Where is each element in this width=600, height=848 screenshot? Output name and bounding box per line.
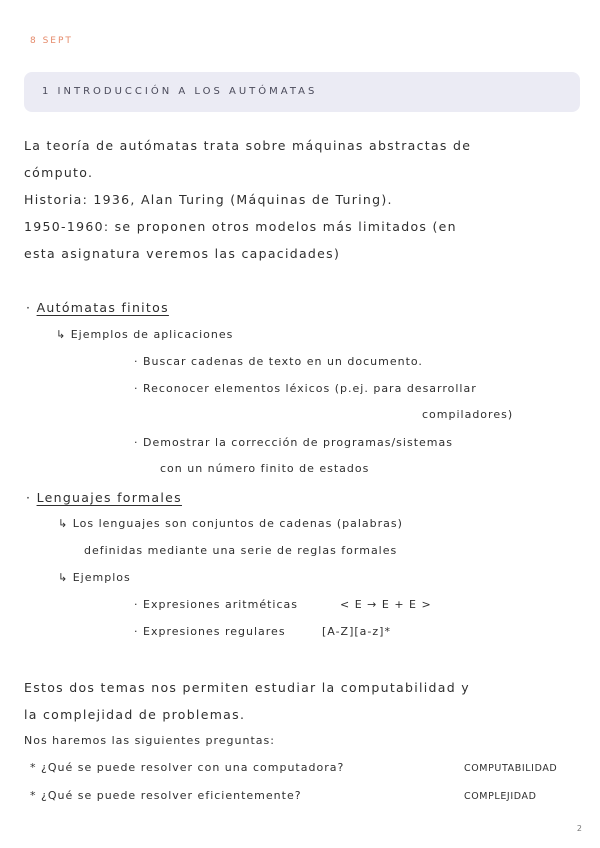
- question-1-text: ¿Qué se puede resolver con una computadora?: [41, 761, 345, 774]
- lenguajes-ejemplo-1-text: Expresiones aritméticas: [143, 598, 298, 611]
- lenguajes-heading-text: Lenguajes formales: [36, 490, 182, 505]
- dot-bullet-icon: ·: [134, 625, 139, 638]
- page-date: 8 SEPT: [30, 36, 73, 46]
- page-number: 2: [576, 824, 582, 833]
- closing-line-1: Estos dos temas nos permiten estudiar la computabilidad y: [24, 680, 470, 695]
- automatas-heading: [26, 300, 169, 315]
- automatas-bullet-1: [134, 355, 423, 368]
- section-title: 1 INTRODUCCIÓN A LOS AUTÓMATAS: [42, 86, 318, 97]
- automatas-ejemplos-text: Ejemplos de aplicaciones: [70, 328, 234, 341]
- section-banner: [24, 72, 580, 112]
- dot-bullet-icon: ·: [134, 436, 139, 449]
- question-2: [30, 789, 302, 802]
- intro-line-5: esta asignatura veremos las capacidades): [24, 246, 341, 261]
- question-2-tag: COMPLEJIDAD: [464, 791, 537, 802]
- lenguajes-heading: [26, 490, 182, 505]
- dot-bullet-icon: ·: [134, 598, 139, 611]
- asterisk-icon: *: [30, 761, 37, 774]
- automatas-ejemplos: [56, 328, 233, 341]
- lenguajes-ejemplos-text: Ejemplos: [72, 571, 131, 584]
- question-1: [30, 761, 344, 774]
- lenguajes-ejemplo-2-formula: [A-Z][a-z]*: [322, 625, 391, 638]
- hook-arrow-icon: ↳: [58, 571, 69, 584]
- lenguajes-ejemplo-2-text: Expresiones regulares: [143, 625, 286, 638]
- intro-line-1: La teoría de autómatas trata sobre máquinas abstractas de: [24, 138, 472, 153]
- automatas-bullet-3-cont: con un número finito de estados: [160, 462, 370, 475]
- hook-arrow-icon: ↳: [58, 517, 69, 530]
- lenguajes-ejemplo-1: [134, 598, 298, 611]
- intro-line-2: cómputo.: [24, 165, 94, 180]
- closing-line-3: Nos haremos las siguientes preguntas:: [24, 734, 275, 747]
- bullet-marker: ·: [26, 300, 32, 315]
- intro-line-3: Historia: 1936, Alan Turing (Máquinas de Turing).: [24, 192, 393, 207]
- bullet-marker: ·: [26, 490, 32, 505]
- question-1-tag: COMPUTABILIDAD: [464, 763, 558, 774]
- automatas-bullet-3: [134, 436, 453, 449]
- dot-bullet-icon: ·: [134, 355, 139, 368]
- lenguajes-def-1: [58, 517, 403, 530]
- intro-line-4: 1950-1960: se proponen otros modelos más limitados (en: [24, 219, 457, 234]
- closing-line-2: la complejidad de problemas.: [24, 707, 246, 722]
- automatas-bullet-2-text: Reconocer elementos léxicos (p.ej. para desarrollar: [143, 382, 477, 395]
- lenguajes-ejemplo-1-formula: < E → E + E >: [340, 598, 432, 611]
- lenguajes-ejemplo-2: [134, 625, 286, 638]
- automatas-bullet-3-text: Demostrar la corrección de programas/sistemas: [143, 436, 453, 449]
- dot-bullet-icon: ·: [134, 382, 139, 395]
- asterisk-icon: *: [30, 789, 37, 802]
- automatas-bullet-2-cont: compiladores): [422, 408, 514, 421]
- automatas-bullet-2: [134, 382, 477, 395]
- hook-arrow-icon: ↳: [56, 328, 67, 341]
- question-2-text: ¿Qué se puede resolver eficientemente?: [41, 789, 302, 802]
- lenguajes-def-1-text: Los lenguajes son conjuntos de cadenas (palabras): [72, 517, 403, 530]
- automatas-heading-text: Autómatas finitos: [36, 300, 169, 315]
- lenguajes-ejemplos: [58, 571, 131, 584]
- automatas-bullet-1-text: Buscar cadenas de texto en un documento.: [143, 355, 423, 368]
- lenguajes-def-2: definidas mediante una serie de reglas formales: [84, 544, 398, 557]
